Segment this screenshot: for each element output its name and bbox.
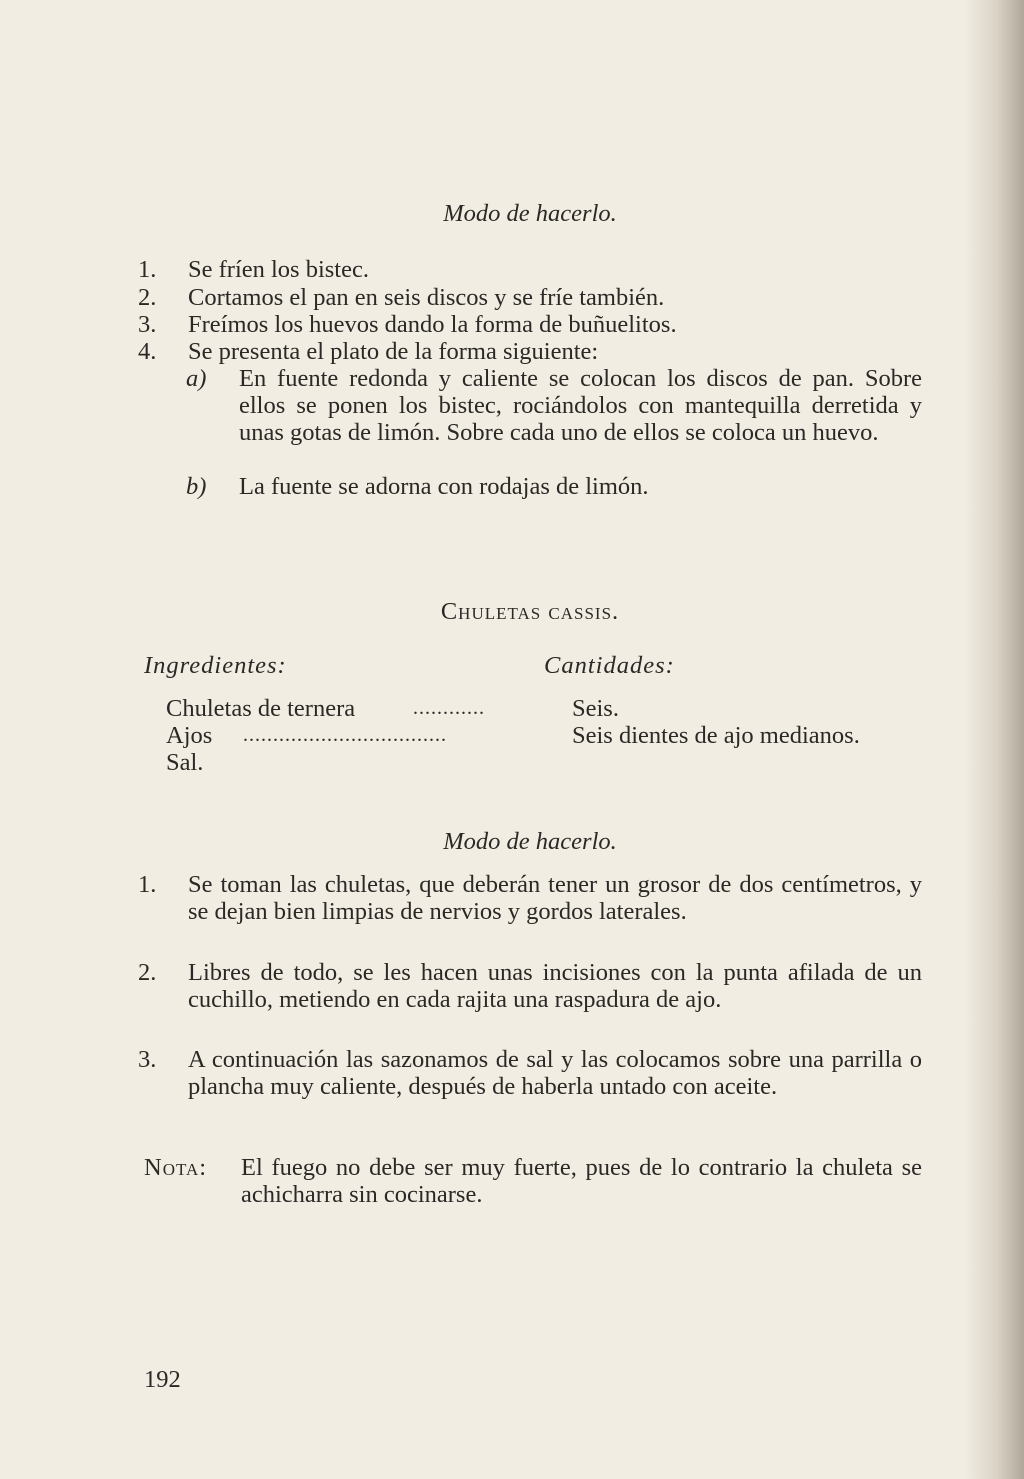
note-label: Nota: xyxy=(144,1154,208,1181)
ingredient-name: Chuletas de ternera xyxy=(166,695,356,722)
section-heading: Modo de hacerlo. xyxy=(443,828,617,855)
ingredient-name: Sal. xyxy=(166,749,204,776)
leader-dots: ............ xyxy=(413,697,485,719)
step-text: A continuación las sazonamos de sal y las colocamos sobre una parrilla o plancha muy caliente, después de haberla untado con aceite. xyxy=(188,1046,922,1100)
step-number: 3. xyxy=(138,1046,157,1073)
step-number: 2. xyxy=(138,959,157,986)
page-number: 192 xyxy=(144,1366,181,1393)
section-heading: Modo de hacerlo. xyxy=(443,200,617,227)
step-number: 4. xyxy=(138,338,157,365)
ingredient-quantity: Seis dientes de ajo medianos. xyxy=(572,722,860,749)
step-number: 1. xyxy=(138,256,157,283)
step-number: 3. xyxy=(138,311,157,338)
step-text: Se presenta el plato de la forma siguiente: xyxy=(188,338,599,365)
ingredient-quantity: Seis. xyxy=(572,695,619,722)
ingredients-header: Ingredientes: xyxy=(144,652,287,679)
ingredient-name: Ajos xyxy=(166,722,213,749)
step-number: 1. xyxy=(138,871,157,898)
note-text: El fuego no debe ser muy fuerte, pues de lo contrario la chuleta se achicharra sin cocinarse. xyxy=(241,1154,922,1208)
leader-dots: .................................. xyxy=(243,724,447,746)
step-number: 2. xyxy=(138,284,157,311)
substep-text: En fuente redonda y caliente se colocan los discos de pan. Sobre ellos se ponen los bistec, rociándolos con mantequilla derretida y unas gotas de limón. Sobre cada uno de ellos se coloca un huevo. xyxy=(239,365,922,446)
step-text: Freímos los huevos dando la forma de buñuelitos. xyxy=(188,311,677,338)
step-text: Se fríen los bistec. xyxy=(188,256,369,283)
step-text: Cortamos el pan en seis discos y se fríe también. xyxy=(188,284,665,311)
substep-label: a) xyxy=(186,365,207,392)
step-text: Libres de todo, se les hacen unas incisiones con la punta afilada de un cuchillo, metiendo en cada rajita una raspadura de ajo. xyxy=(188,959,922,1013)
substep-text: La fuente se adorna con rodajas de limón. xyxy=(239,473,649,500)
step-text: Se toman las chuletas, que deberán tener un grosor de dos centímetros, y se dejan bien limpias de nervios y gordos laterales. xyxy=(188,871,922,925)
quantities-header: Cantidades: xyxy=(544,652,675,679)
recipe-title: Chuletas cassis. xyxy=(440,598,620,625)
substep-label: b) xyxy=(186,473,207,500)
